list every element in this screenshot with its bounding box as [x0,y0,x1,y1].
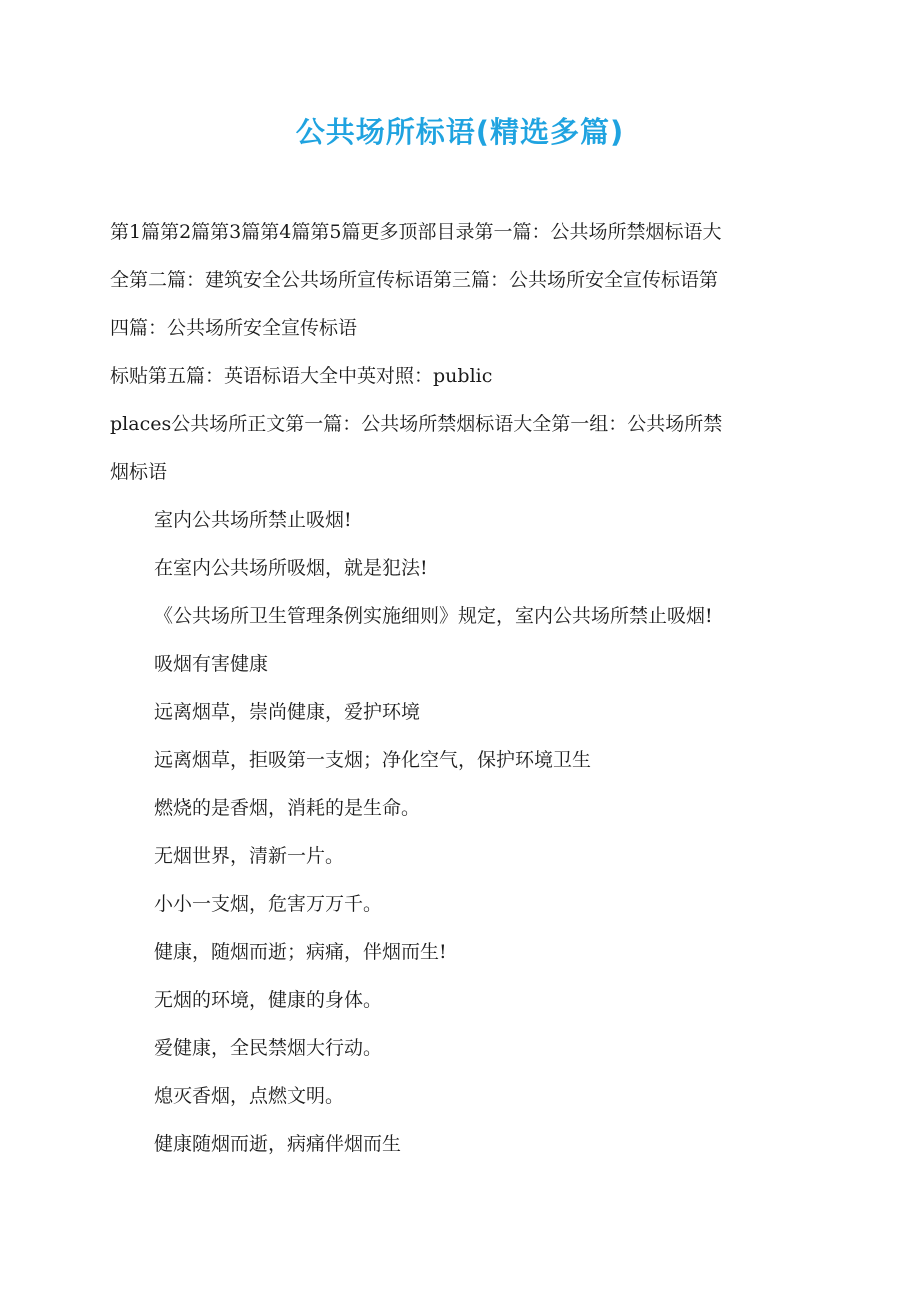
slogan-line: 燃烧的是香烟，消耗的是生命。 [154,797,421,819]
slogan-line: 远离烟草，崇尚健康，爱护环境 [154,701,421,723]
slogan-line: 《公共场所卫生管理条例实施细则》规定，室内公共场所禁止吸烟! [154,605,713,627]
slogan-line: 室内公共场所禁止吸烟! [154,509,352,531]
intro-line: 标贴第五篇：英语标语大全中英对照：public [110,365,493,387]
intro-line: places公共场所正文第一篇：公共场所禁烟标语大全第一组：公共场所禁 [110,413,723,435]
document-title: 公共场所标语(精选多篇) [295,115,625,149]
slogan-line: 健康随烟而逝，病痛伴烟而生 [154,1133,402,1155]
slogan-line: 在室内公共场所吸烟，就是犯法! [154,557,428,579]
intro-line: 烟标语 [110,461,168,483]
intro-line: 四篇：公共场所安全宣传标语 [110,317,358,339]
intro-line: 第1篇第2篇第3篇第4篇第5篇更多顶部目录第一篇：公共场所禁烟标语大 [110,221,722,243]
slogan-line: 远离烟草，拒吸第一支烟；净化空气，保护环境卫生 [154,749,592,771]
slogan-line: 小小一支烟，危害万万千。 [154,893,383,915]
slogan-line: 无烟世界，清新一片。 [154,845,345,867]
slogan-line: 爱健康，全民禁烟大行动。 [154,1037,383,1059]
slogan-line: 吸烟有害健康 [154,653,269,675]
slogan-line: 健康，随烟而逝；病痛，伴烟而生! [154,941,447,963]
document-body [110,208,810,1168]
slogan-line: 熄灭香烟，点燃文明。 [154,1085,345,1107]
slogan-line: 无烟的环境，健康的身体。 [154,989,383,1011]
intro-line: 全第二篇：建筑安全公共场所宣传标语第三篇：公共场所安全宣传标语第 [110,269,719,291]
